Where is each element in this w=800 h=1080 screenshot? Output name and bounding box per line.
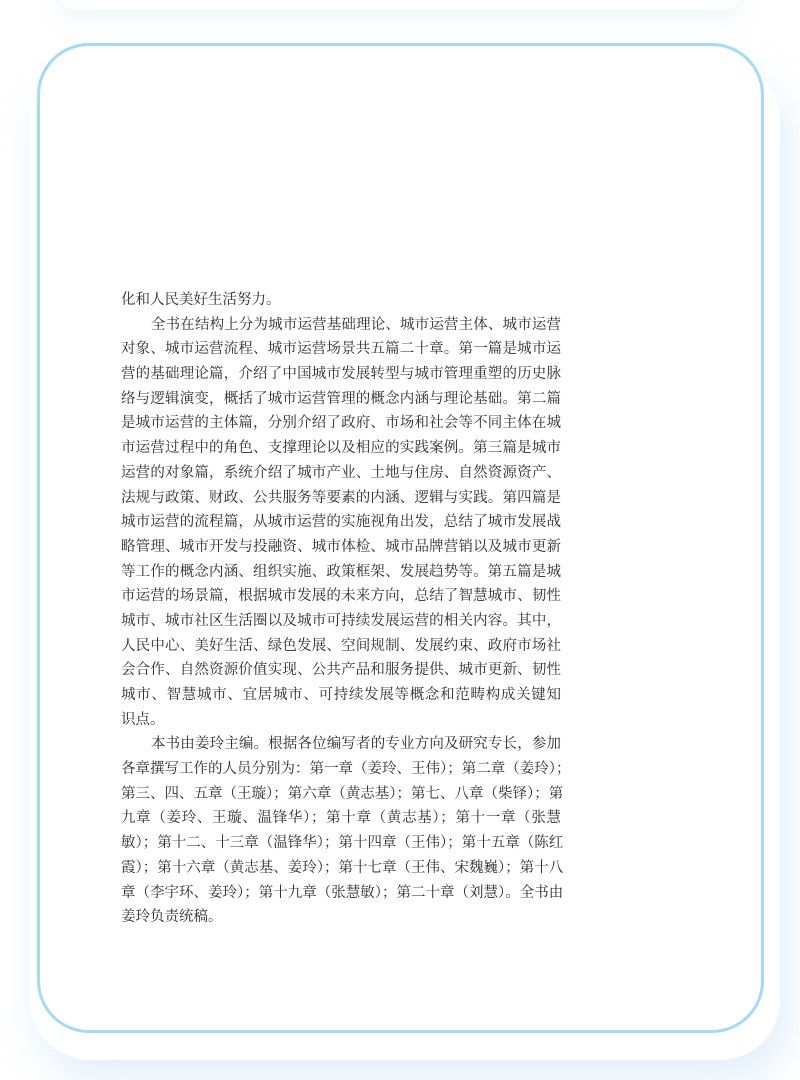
paragraph (121, 288, 561, 313)
text-line: 城市、城市社区生活圈以及城市可持续发展运营的相关内容。其中， (121, 612, 561, 629)
text-line: 各章撰写工作的人员分别为：第一章（姜玲、王伟）；第二章（姜玲）； (121, 761, 571, 778)
text-line: 九章（姜玲、王璇、温锋华）；第十章（黄志基）；第十一章（张慧 (121, 810, 561, 827)
text-line: 人民中心、美好生活、绿色发展、空间规制、发展约束、政府市场社 (121, 637, 561, 654)
text-line: 市运营的场景篇，根据城市发展的未来方向，总结了智慧城市、韧性 (121, 588, 561, 605)
paragraph (121, 313, 561, 733)
text-line: 城市运营的流程篇，从城市运营的实施视角出发，总结了城市发展战 (121, 514, 561, 531)
decorative-glow (60, 0, 740, 10)
text-line: 是城市运营的主体篇，分别介绍了政府、市场和社会等不同主体在城 (121, 415, 561, 432)
text-line: 本书由姜玲主编。根据各位编写者的专业方向及研究专长，参加 (151, 736, 561, 753)
page-card (37, 43, 764, 1033)
text-line: 敏）；第十二、十三章（温锋华）；第十四章（王伟）；第十五章（陈红 (121, 835, 564, 852)
text-line: 第三、四、五章（王璇）；第六章（黄志基）；第七、八章（柴铎）；第 (121, 785, 564, 802)
text-line: 全书在结构上分为城市运营基础理论、城市运营主体、城市运营 (151, 316, 561, 333)
text-line: 姜玲负责统稿。 (121, 909, 223, 926)
text-line: 章（李宇环、姜玲）；第十九章（张慧敏）；第二十章（刘慧）。全书由 (121, 884, 564, 901)
text-line: 市运营过程中的角色、支撑理论以及相应的实践案例。第三篇是城市 (121, 440, 561, 457)
text-line: 络与逻辑演变，概括了城市运营管理的概念内涵与理论基础。第二篇 (121, 390, 561, 407)
text-line: 等工作的概念内涵、组织实施、政策框架、发展趋势等。第五篇是城 (121, 563, 561, 580)
document-body (121, 288, 571, 930)
text-line: 略管理、城市开发与投融资、城市体检、城市品牌营销以及城市更新 (121, 538, 561, 555)
text-line: 会合作、自然资源价值实现、公共产品和服务提供、城市更新、韧性 (121, 662, 561, 679)
paragraph (121, 732, 571, 930)
text-line: 识点。 (121, 711, 165, 728)
text-line: 城市、智慧城市、宜居城市、可持续发展等概念和范畴构成关键知 (121, 687, 561, 703)
text-line: 营的基础理论篇，介绍了中国城市发展转型与城市管理重塑的历史脉 (121, 366, 561, 383)
text-line: 运营的对象篇，系统介绍了城市产业、土地与住房、自然资源资产、 (121, 464, 561, 481)
text-line: 法规与政策、财政、公共服务等要素的内涵、逻辑与实践。第四篇是 (121, 489, 561, 506)
text-line: 霞）；第十六章（黄志基、姜玲）；第十七章（王伟、宋魏巍）；第十八 (121, 859, 564, 876)
text-line: 化和人民美好生活努力。 (121, 292, 281, 308)
text-line: 对象、城市运营流程、城市运营场景共五篇二十章。第一篇是城市运 (121, 341, 561, 358)
